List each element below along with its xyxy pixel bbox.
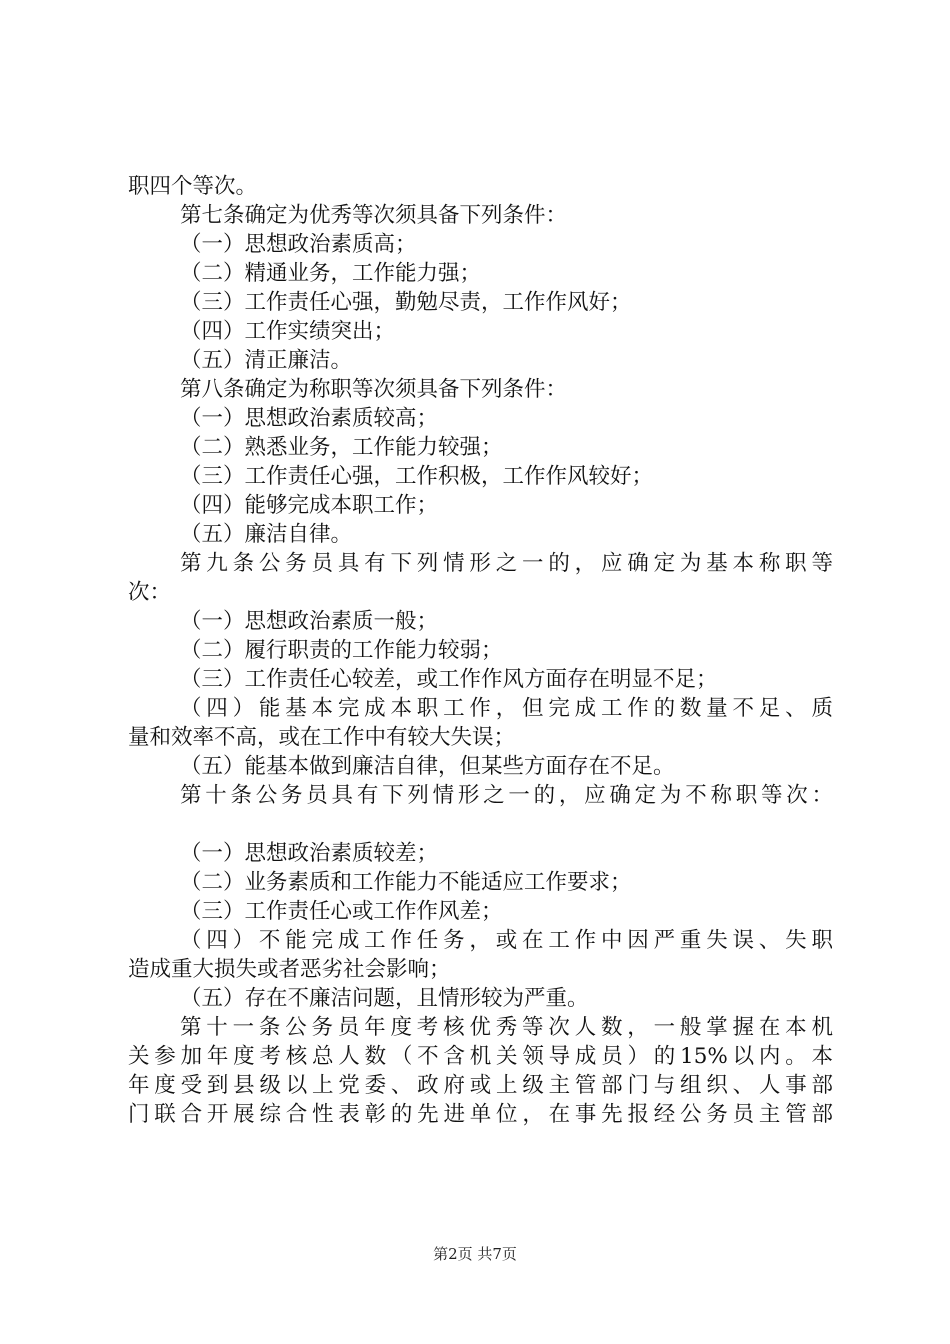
text-line: 年度受到县级以上党委、政府或上级主管部门与组织、人事部 — [128, 1073, 833, 1098]
list-item: （一）思想政治素质一般； — [180, 609, 439, 634]
text-line: 造成重大损失或者恶劣社会影响； — [128, 957, 451, 982]
text-line: 关参加年度考核总人数（不含机关领导成员）的15%以内。本 — [128, 1044, 833, 1069]
list-item: （三）工作责任心较差，或工作作风方面存在明显不足； — [180, 667, 718, 692]
list-item: （五）廉洁自律。 — [180, 522, 353, 547]
list-item: （一）思想政治素质高； — [180, 232, 417, 257]
text-line: 职四个等次。 — [128, 174, 258, 199]
article-8-heading: 第八条确定为称职等次须具备下列条件： — [180, 377, 568, 402]
text-line: 门联合开展综合性表彰的先进单位，在事先报经公务员主管部 — [128, 1102, 833, 1127]
list-item: （三）工作责任心强，勤勉尽责，工作作风好； — [180, 290, 632, 315]
article-11-heading: 第十一条公务员年度考核优秀等次人数，一般掌握在本机 — [180, 1015, 833, 1040]
list-item: （二）精通业务，工作能力强； — [180, 261, 482, 286]
text-line: 量和效率不高，或在工作中有较大失误； — [128, 725, 516, 750]
list-item: （四）不能完成工作任务，或在工作中因严重失误、失职 — [180, 928, 833, 953]
list-item: （二）熟悉业务，工作能力较强； — [180, 435, 503, 460]
list-item: （四）工作实绩突出； — [180, 319, 396, 344]
list-item: （一）思想政治素质较差； — [180, 841, 439, 866]
list-item: （四）能够完成本职工作； — [180, 493, 439, 518]
page-number-footer: 第2页 共7页 — [433, 1245, 517, 1263]
list-item: （二）业务素质和工作能力不能适应工作要求； — [180, 870, 632, 895]
article-10-heading: 第十条公务员具有下列情形之一的，应确定为不称职等次： — [180, 783, 833, 808]
list-item: （五）清正廉洁。 — [180, 348, 353, 373]
article-9-heading: 第九条公务员具有下列情形之一的，应确定为基本称职等 — [180, 551, 833, 576]
article-7-heading: 第七条确定为优秀等次须具备下列条件： — [180, 203, 568, 228]
list-item: （三）工作责任心或工作作风差； — [180, 899, 503, 924]
list-item: （四）能基本完成本职工作，但完成工作的数量不足、质 — [180, 696, 833, 721]
list-item: （二）履行职责的工作能力较弱； — [180, 638, 503, 663]
list-item: （三）工作责任心强，工作积极，工作作风较好； — [180, 464, 654, 489]
text-line: 次： — [128, 580, 172, 605]
blank-line — [128, 810, 833, 839]
document-body — [128, 172, 833, 1129]
list-item: （五）能基本做到廉洁自律，但某些方面存在不足。 — [180, 754, 675, 779]
list-item: （一）思想政治素质较高； — [180, 406, 439, 431]
list-item: （五）存在不廉洁问题，且情形较为严重。 — [180, 986, 589, 1011]
